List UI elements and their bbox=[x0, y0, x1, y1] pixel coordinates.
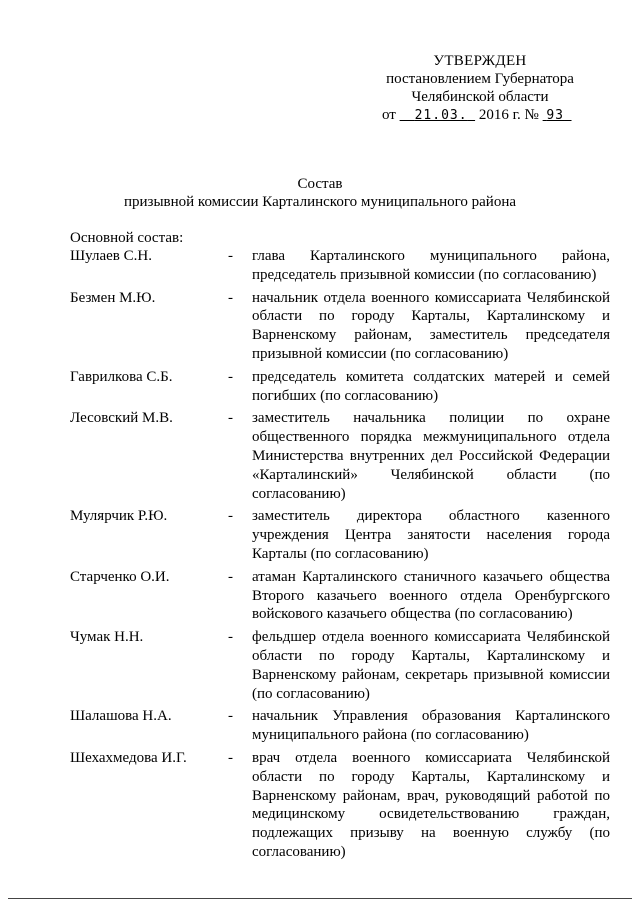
member-role: заместитель директора областного казенного учреждения Центра занятости населения города Карталы (по согласованию) bbox=[252, 508, 610, 562]
member-row bbox=[70, 507, 610, 563]
member-name: Чумак Н.Н. bbox=[70, 629, 144, 646]
year-text: 2016 г. № bbox=[478, 107, 539, 123]
member-dash: - bbox=[228, 629, 233, 646]
member-role: атаман Карталинского станичного казачьего общества Второго казачьего военного отдела Оренбургского войскового казачьего общества (по согласованию) bbox=[252, 568, 610, 623]
member-name: Мулярчик Р.Ю. bbox=[70, 508, 168, 525]
section-label: Основной состав: bbox=[70, 230, 184, 246]
member-role: начальник Управления образования Карталинского муниципального района (по согласованию) bbox=[252, 708, 610, 744]
member-name: Старченко О.И. bbox=[70, 568, 170, 585]
member-row bbox=[70, 409, 610, 503]
members-list bbox=[70, 247, 610, 866]
member-row bbox=[70, 368, 610, 406]
approval-title: УТВЕРЖДЕН bbox=[433, 53, 527, 69]
member-dash: - bbox=[228, 368, 233, 385]
member-dash: - bbox=[228, 568, 233, 585]
document-title: Состав bbox=[297, 176, 343, 192]
member-name: Шулаев С.Н. bbox=[70, 248, 152, 264]
member-name: Лесовский М.В. bbox=[70, 410, 173, 427]
member-dash: - bbox=[228, 410, 233, 427]
member-role: фельдшер отдела военного комиссариата Челябинской области по городу Карталы, Карталинскому и Варненскому районам, секретарь призывной комиссии (по согласованию) bbox=[252, 629, 610, 702]
member-name: Гаврилкова С.Б. bbox=[70, 368, 173, 385]
date-prefix: от bbox=[382, 107, 396, 123]
member-name: Шалашова Н.А. bbox=[70, 708, 172, 725]
member-role: начальник отдела военного комиссариата Челябинской области по городу Карталы, Карталинскому и Варненскому районам, заместитель председателя призывной комиссии (по согласованию) bbox=[252, 289, 610, 362]
member-dash: - bbox=[228, 248, 233, 264]
member-role: глава Карталинского муниципального района, председатель призывной комиссии (по согласованию) bbox=[252, 248, 610, 283]
approval-stamp bbox=[360, 52, 600, 125]
page-bottom-edge bbox=[8, 898, 632, 899]
approval-line-2: Челябинской области bbox=[411, 89, 549, 105]
member-role: врач отдела военного комиссариата Челябинской области по городу Карталы, Карталинскому и Варненскому районам, врач, руководящий работой по медицинскому освидетельствованию граждан, подлежащих призыву на военную службу (по согласованию) bbox=[252, 749, 610, 860]
document-subtitle: призывной комиссии Карталинского муниципального района bbox=[123, 194, 517, 210]
member-row bbox=[70, 707, 610, 745]
approval-line-1: постановлением Губернатора bbox=[386, 71, 574, 87]
member-row bbox=[70, 749, 610, 862]
member-row bbox=[70, 289, 610, 364]
member-dash: - bbox=[228, 708, 233, 725]
approval-number: 93 bbox=[546, 108, 565, 123]
member-row bbox=[70, 568, 610, 624]
member-role: заместитель начальника полиции по охране общественного порядка межмуниципального отдела Министерства внутренних дел Российской Федерации «Карталинский» Челябинской области (по согласованию) bbox=[252, 410, 610, 502]
member-row bbox=[70, 247, 610, 285]
member-name: Безмен М.Ю. bbox=[70, 289, 156, 306]
member-dash: - bbox=[228, 508, 233, 525]
member-name: Шехахмедова И.Г. bbox=[70, 749, 187, 766]
member-row bbox=[70, 628, 610, 703]
member-dash: - bbox=[228, 289, 233, 306]
member-role: председатель комитета солдатских матерей и семей погибших (по согласованию) bbox=[252, 368, 610, 404]
member-dash: - bbox=[228, 749, 233, 766]
approval-date: 21.03. bbox=[414, 108, 468, 123]
approval-date-line bbox=[360, 106, 600, 125]
